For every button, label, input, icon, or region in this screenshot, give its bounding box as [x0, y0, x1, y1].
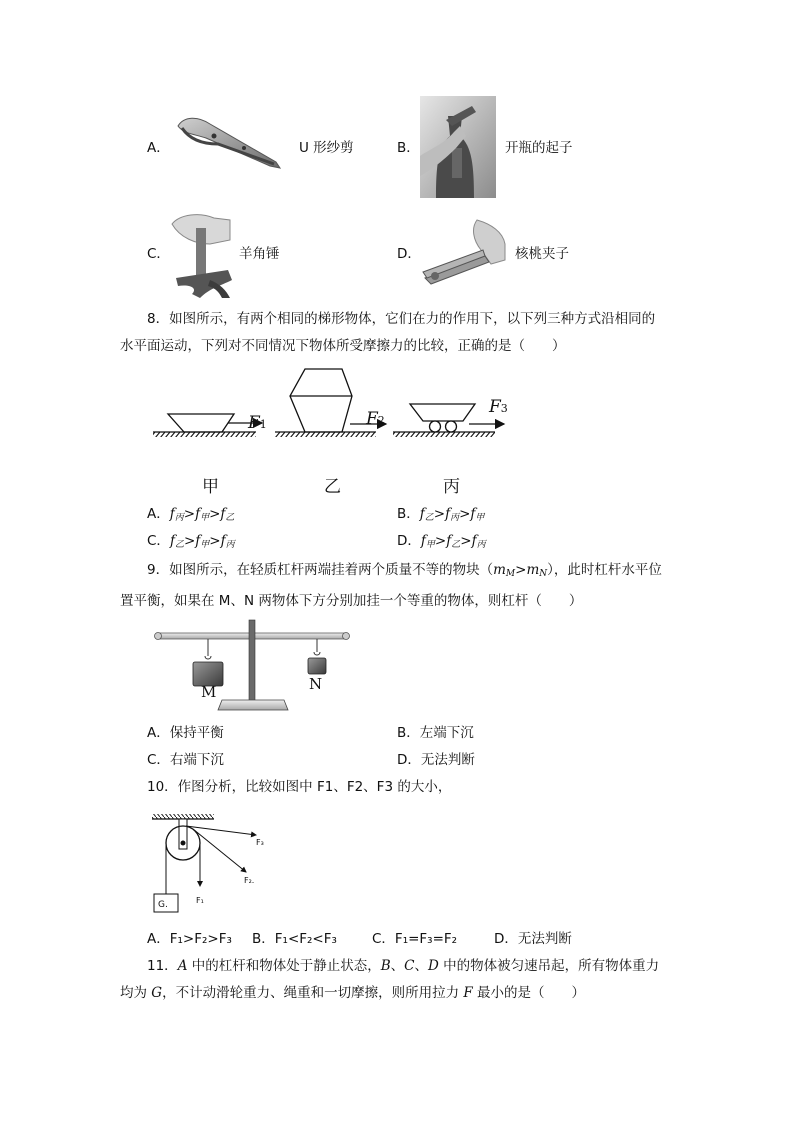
option-letter: A． — [147, 140, 170, 156]
q9-option-a[interactable]: A．保持平衡 — [147, 725, 224, 741]
option-label: U 形纱剪 — [299, 140, 354, 156]
bottle-opener-photo-icon — [420, 96, 496, 198]
option-label: 开瓶的起子 — [505, 140, 573, 156]
option-letter: B． — [397, 140, 420, 156]
q11-stem-line1: 11．A 中的杠杆和物体处于静止状态，B、C、D 中的物体被匀速吊起，所有物体重力 — [147, 958, 660, 974]
case-jia-figure — [153, 414, 262, 437]
q8-stem — [120, 306, 680, 360]
q9-stem-line1: 9．如图所示，在轻质杠杆两端挂着两个质量不等的物块$(m_M>m_N)$，此时杠杆水平位 — [147, 562, 662, 579]
option-letter: C． — [147, 246, 170, 262]
q8-option-b[interactable]: B．$f_乙>f_丙>f_甲$ — [397, 506, 485, 523]
q9-option-b[interactable]: B．左端下沉 — [397, 725, 474, 741]
pulley-label-f2: F₂. — [244, 876, 255, 885]
q8-stem-line2: 水平面运动，下列对不同情况下物体所受摩擦力的比较，正确的是（ ） — [120, 338, 566, 354]
pulley-label-f1: F₁ — [196, 896, 204, 905]
caption-bing: 丙 — [443, 477, 460, 497]
caption-jia: 甲 — [202, 477, 219, 497]
q10-option-d[interactable]: D．无法判断 — [494, 931, 572, 947]
q8-option-a[interactable]: A．$f_丙>f_甲>f_乙$ — [147, 506, 235, 523]
case-bing-figure — [393, 404, 504, 437]
q9-stem-line2: 置平衡，如果在 M、N 两物体下方分别加挂一个等重的物体，则杠杆（ ） — [120, 593, 583, 609]
q8-option-d[interactable]: D．$f_甲>f_乙>f_丙$ — [397, 533, 486, 550]
q10-stem: 10．作图分析，比较如图中 F1、F2、F3 的大小， — [147, 779, 452, 795]
q8-stem-line1: 8．如图所示，有两个相同的梯形物体，它们在力的作用下，以下列三种方式沿相同的 — [147, 311, 656, 327]
caption-yi: 乙 — [324, 477, 341, 497]
nutcracker-photo-icon — [421, 220, 507, 288]
force-label-f1: F1 — [248, 413, 267, 433]
q11-stem-line2: 均为 G，不计动滑轮重力、绳重和一切摩擦，则所用拉力 F 最小的是（ ） — [120, 985, 586, 1001]
q9-option-d[interactable]: D．无法判断 — [397, 752, 475, 768]
q10-option-c[interactable]: C．F₁=F₃=F₂ — [372, 931, 458, 947]
option-label: 羊角锤 — [239, 246, 280, 262]
option-letter: D． — [397, 246, 421, 262]
pulley-label-f3: F₃ — [256, 838, 264, 847]
q9-option-c[interactable]: C．右端下沉 — [147, 752, 224, 768]
claw-hammer-photo-icon — [170, 210, 236, 298]
q8-option-c[interactable]: C．$f_乙>f_甲>f_丙$ — [147, 533, 235, 550]
q9-stem — [120, 557, 690, 615]
q10-option-b[interactable]: B．F₁<F₂<F₃ — [252, 931, 337, 947]
thread-snips-photo-icon — [170, 110, 286, 174]
force-label-f3: F3 — [489, 397, 508, 417]
lever-balance-figure — [150, 620, 360, 715]
force-label-f2: F2 — [366, 409, 385, 429]
weight-label-g: G. — [158, 900, 168, 910]
block-label-n: N — [309, 675, 323, 693]
option-label: 核桃夹子 — [515, 246, 569, 262]
block-label-m: M — [201, 683, 217, 701]
q11-stem — [120, 953, 690, 1007]
q10-option-a[interactable]: A．F₁>F₂>F₃ — [147, 931, 232, 947]
